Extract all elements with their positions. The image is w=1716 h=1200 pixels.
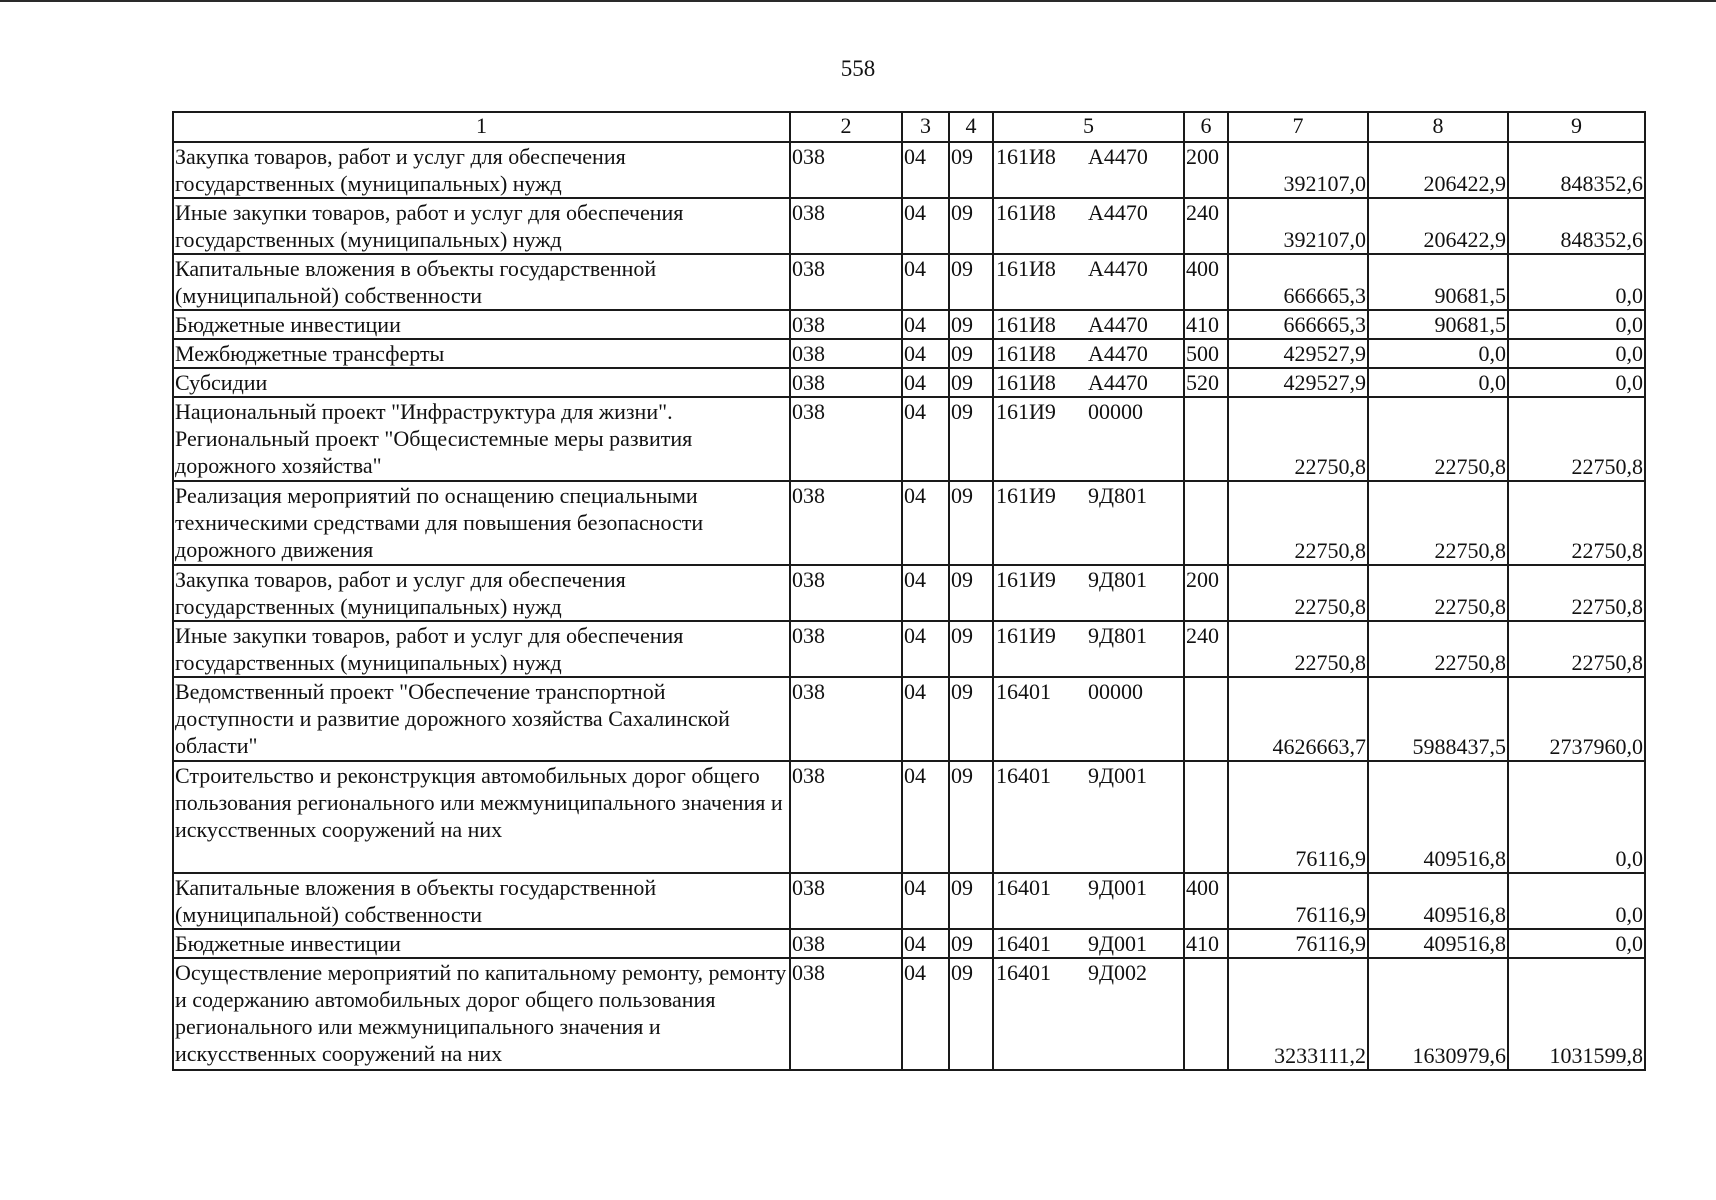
cell-col-3: 04 [902, 958, 949, 1070]
cell-col-4: 09 [949, 565, 993, 621]
cell-col-8: 409516,8 [1368, 761, 1508, 873]
target-program-code: 161И8 [996, 256, 1056, 281]
cell-col-8: 1630979,6 [1368, 958, 1508, 1070]
table-row [173, 761, 1645, 873]
cell-col-4: 09 [949, 198, 993, 254]
cell-col-2: 038 [790, 198, 902, 254]
cell-col-2: 038 [790, 142, 902, 198]
cell-col-4: 09 [949, 368, 993, 397]
cell-col-2: 038 [790, 761, 902, 873]
row-name: Иные закупки товаров, работ и услуг для обеспечения государственных (муниципальных) нужд [173, 621, 790, 677]
cell-col-5 [993, 958, 1184, 1070]
cell-col-7: 22750,8 [1228, 397, 1368, 481]
table-row [173, 621, 1645, 677]
cell-col-2: 038 [790, 929, 902, 958]
target-program-code: 161И8 [996, 144, 1056, 169]
cell-col-8: 0,0 [1368, 368, 1508, 397]
expense-direction-code: А4470 [1088, 341, 1148, 366]
cell-col-6 [1184, 761, 1228, 873]
row-name: Осуществление мероприятий по капитальному ремонту, ремонту и содержанию автомобильных дорог общего пользования регионального или межмуниципального значения и искусственных сооружений на них [173, 958, 790, 1070]
cell-col-3: 04 [902, 142, 949, 198]
table-row [173, 565, 1645, 621]
cell-col-5 [993, 198, 1184, 254]
cell-col-6 [1184, 397, 1228, 481]
cell-col-4: 09 [949, 397, 993, 481]
header-col-2: 2 [790, 112, 902, 142]
cell-col-4: 09 [949, 310, 993, 339]
cell-col-4: 09 [949, 873, 993, 929]
target-program-code: 16401 [996, 763, 1051, 788]
expense-direction-code: 9Д001 [1088, 875, 1148, 900]
cell-col-8: 22750,8 [1368, 621, 1508, 677]
row-name: Бюджетные инвестиции [173, 310, 790, 339]
target-program-code: 16401 [996, 931, 1051, 956]
cell-col-6 [1184, 677, 1228, 761]
cell-col-8: 409516,8 [1368, 873, 1508, 929]
cell-col-5 [993, 310, 1184, 339]
expense-direction-code: 9Д801 [1088, 623, 1148, 648]
table-row [173, 958, 1645, 1070]
row-name: Закупка товаров, работ и услуг для обеспечения государственных (муниципальных) нужд [173, 565, 790, 621]
cell-col-9: 0,0 [1508, 761, 1645, 873]
cell-col-6: 200 [1184, 142, 1228, 198]
table-row [173, 198, 1645, 254]
cell-col-8: 22750,8 [1368, 397, 1508, 481]
cell-col-3: 04 [902, 677, 949, 761]
cell-col-3: 04 [902, 565, 949, 621]
cell-col-8: 5988437,5 [1368, 677, 1508, 761]
cell-col-9: 22750,8 [1508, 481, 1645, 565]
cell-col-5 [993, 397, 1184, 481]
cell-col-4: 09 [949, 929, 993, 958]
cell-col-6: 200 [1184, 565, 1228, 621]
cell-col-2: 038 [790, 310, 902, 339]
cell-col-2: 038 [790, 565, 902, 621]
cell-col-7: 392107,0 [1228, 142, 1368, 198]
cell-col-5 [993, 621, 1184, 677]
row-name: Закупка товаров, работ и услуг для обеспечения государственных (муниципальных) нужд [173, 142, 790, 198]
cell-col-7: 666665,3 [1228, 310, 1368, 339]
target-program-code: 161И9 [996, 399, 1056, 424]
table-row [173, 142, 1645, 198]
target-program-code: 161И8 [996, 312, 1056, 337]
cell-col-3: 04 [902, 310, 949, 339]
table-row [173, 368, 1645, 397]
cell-col-9: 848352,6 [1508, 142, 1645, 198]
expense-direction-code: 00000 [1088, 399, 1143, 424]
table-body [173, 142, 1645, 1070]
cell-col-2: 038 [790, 621, 902, 677]
header-col-8: 8 [1368, 112, 1508, 142]
cell-col-7: 666665,3 [1228, 254, 1368, 310]
table-row [173, 397, 1645, 481]
cell-col-3: 04 [902, 368, 949, 397]
header-col-3: 3 [902, 112, 949, 142]
row-name: Бюджетные инвестиции [173, 929, 790, 958]
cell-col-4: 09 [949, 621, 993, 677]
cell-col-2: 038 [790, 481, 902, 565]
cell-col-2: 038 [790, 397, 902, 481]
expense-direction-code: 00000 [1088, 679, 1143, 704]
cell-col-7: 392107,0 [1228, 198, 1368, 254]
cell-col-5 [993, 368, 1184, 397]
header-col-1: 1 [173, 112, 790, 142]
cell-col-6 [1184, 958, 1228, 1070]
cell-col-5 [993, 142, 1184, 198]
cell-col-2: 038 [790, 339, 902, 368]
cell-col-4: 09 [949, 142, 993, 198]
row-name: Ведомственный проект "Обеспечение транспортной доступности и развитие дорожного хозяйства Сахалинской области" [173, 677, 790, 761]
table-row [173, 254, 1645, 310]
cell-col-3: 04 [902, 761, 949, 873]
cell-col-9: 22750,8 [1508, 621, 1645, 677]
cell-col-8: 22750,8 [1368, 565, 1508, 621]
header-col-6: 6 [1184, 112, 1228, 142]
row-name: Национальный проект "Инфраструктура для жизни". Региональный проект "Общесистемные меры развития дорожного хозяйства" [173, 397, 790, 481]
cell-col-6: 500 [1184, 339, 1228, 368]
scan-border [0, 0, 1716, 2]
cell-col-3: 04 [902, 254, 949, 310]
cell-col-7: 22750,8 [1228, 621, 1368, 677]
cell-col-2: 038 [790, 677, 902, 761]
cell-col-7: 22750,8 [1228, 565, 1368, 621]
target-program-code: 161И9 [996, 483, 1056, 508]
cell-col-7: 429527,9 [1228, 339, 1368, 368]
cell-col-2: 038 [790, 368, 902, 397]
table-row [173, 677, 1645, 761]
cell-col-5 [993, 677, 1184, 761]
cell-col-5 [993, 873, 1184, 929]
cell-col-4: 09 [949, 254, 993, 310]
page-number: 558 [840, 56, 876, 81]
table-row [173, 873, 1645, 929]
cell-col-9: 0,0 [1508, 339, 1645, 368]
cell-col-8: 90681,5 [1368, 254, 1508, 310]
cell-col-5 [993, 254, 1184, 310]
expense-direction-code: А4470 [1088, 256, 1148, 281]
row-name: Межбюджетные трансферты [173, 339, 790, 368]
row-name: Субсидии [173, 368, 790, 397]
cell-col-8: 206422,9 [1368, 198, 1508, 254]
cell-col-6: 410 [1184, 929, 1228, 958]
cell-col-9: 22750,8 [1508, 397, 1645, 481]
expense-direction-code: 9Д801 [1088, 483, 1148, 508]
cell-col-8: 22750,8 [1368, 481, 1508, 565]
expense-direction-code: А4470 [1088, 370, 1148, 395]
cell-col-7: 3233111,2 [1228, 958, 1368, 1070]
header-col-9: 9 [1508, 112, 1645, 142]
cell-col-8: 206422,9 [1368, 142, 1508, 198]
cell-col-6: 410 [1184, 310, 1228, 339]
target-program-code: 16401 [996, 875, 1051, 900]
cell-col-8: 90681,5 [1368, 310, 1508, 339]
table-row [173, 929, 1645, 958]
expense-direction-code: 9Д801 [1088, 567, 1148, 592]
budget-table [172, 111, 1646, 1071]
cell-col-6: 240 [1184, 621, 1228, 677]
target-program-code: 161И8 [996, 200, 1056, 225]
cell-col-2: 038 [790, 958, 902, 1070]
cell-col-3: 04 [902, 397, 949, 481]
cell-col-2: 038 [790, 873, 902, 929]
cell-col-9: 0,0 [1508, 310, 1645, 339]
cell-col-9: 0,0 [1508, 929, 1645, 958]
expense-direction-code: А4470 [1088, 144, 1148, 169]
expense-direction-code: А4470 [1088, 312, 1148, 337]
cell-col-6: 520 [1184, 368, 1228, 397]
cell-col-4: 09 [949, 958, 993, 1070]
cell-col-4: 09 [949, 761, 993, 873]
table-row [173, 339, 1645, 368]
cell-col-9: 1031599,8 [1508, 958, 1645, 1070]
expense-direction-code: 9Д002 [1088, 960, 1148, 985]
cell-col-9: 0,0 [1508, 254, 1645, 310]
header-col-5: 5 [993, 112, 1184, 142]
cell-col-4: 09 [949, 339, 993, 368]
cell-col-7: 76116,9 [1228, 761, 1368, 873]
cell-col-4: 09 [949, 677, 993, 761]
header-col-4: 4 [949, 112, 993, 142]
cell-col-7: 429527,9 [1228, 368, 1368, 397]
cell-col-6: 240 [1184, 198, 1228, 254]
expense-direction-code: А4470 [1088, 200, 1148, 225]
row-name: Капитальные вложения в объекты государственной (муниципальной) собственности [173, 254, 790, 310]
cell-col-7: 76116,9 [1228, 873, 1368, 929]
cell-col-9: 2737960,0 [1508, 677, 1645, 761]
cell-col-5 [993, 481, 1184, 565]
expense-direction-code: 9Д001 [1088, 763, 1148, 788]
header-col-7: 7 [1228, 112, 1368, 142]
row-name: Капитальные вложения в объекты государственной (муниципальной) собственности [173, 873, 790, 929]
cell-col-8: 0,0 [1368, 339, 1508, 368]
row-name: Реализация мероприятий по оснащению специальными техническими средствами для повышения безопасности дорожного движения [173, 481, 790, 565]
cell-col-3: 04 [902, 929, 949, 958]
cell-col-5 [993, 929, 1184, 958]
target-program-code: 161И8 [996, 370, 1056, 395]
row-name: Строительство и реконструкция автомобильных дорог общего пользования регионального или межмуниципального значения и искусственных сооружений на них [173, 761, 790, 873]
cell-col-3: 04 [902, 621, 949, 677]
expense-direction-code: 9Д001 [1088, 931, 1148, 956]
cell-col-6 [1184, 481, 1228, 565]
cell-col-8: 409516,8 [1368, 929, 1508, 958]
cell-col-7: 76116,9 [1228, 929, 1368, 958]
cell-col-3: 04 [902, 481, 949, 565]
cell-col-5 [993, 761, 1184, 873]
cell-col-9: 0,0 [1508, 368, 1645, 397]
target-program-code: 161И9 [996, 623, 1056, 648]
table-row [173, 481, 1645, 565]
target-program-code: 16401 [996, 679, 1051, 704]
cell-col-5 [993, 339, 1184, 368]
cell-col-3: 04 [902, 339, 949, 368]
cell-col-9: 22750,8 [1508, 565, 1645, 621]
cell-col-3: 04 [902, 198, 949, 254]
cell-col-2: 038 [790, 254, 902, 310]
table-header-row [173, 112, 1645, 142]
cell-col-6: 400 [1184, 254, 1228, 310]
table-row [173, 310, 1645, 339]
cell-col-3: 04 [902, 873, 949, 929]
cell-col-9: 0,0 [1508, 873, 1645, 929]
cell-col-9: 848352,6 [1508, 198, 1645, 254]
cell-col-5 [993, 565, 1184, 621]
target-program-code: 161И8 [996, 341, 1056, 366]
cell-col-4: 09 [949, 481, 993, 565]
cell-col-6: 400 [1184, 873, 1228, 929]
cell-col-7: 22750,8 [1228, 481, 1368, 565]
target-program-code: 16401 [996, 960, 1051, 985]
row-name: Иные закупки товаров, работ и услуг для обеспечения государственных (муниципальных) нужд [173, 198, 790, 254]
cell-col-7: 4626663,7 [1228, 677, 1368, 761]
target-program-code: 161И9 [996, 567, 1056, 592]
